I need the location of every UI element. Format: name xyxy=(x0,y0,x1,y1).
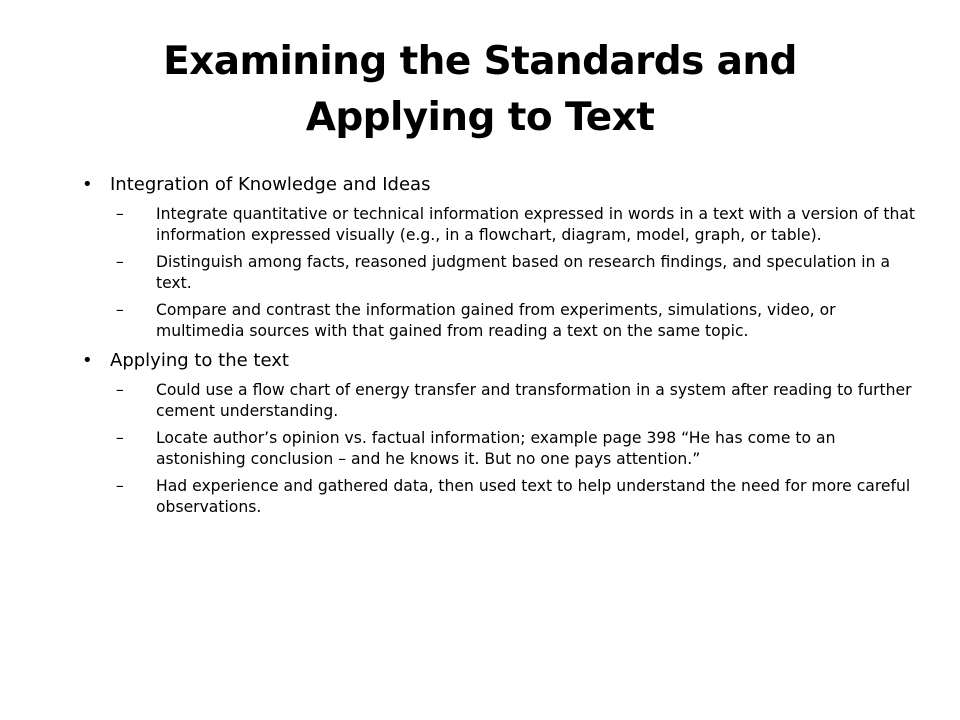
sub-bullet xyxy=(116,428,916,469)
sub-bullet-text: Had experience and gathered data, then used text to help understand the need for more careful observations. xyxy=(156,477,911,516)
bullet-dot-icon: • xyxy=(82,350,93,371)
sub-bullet xyxy=(116,204,916,245)
sub-bullet xyxy=(116,300,916,341)
sub-bullet-text: Compare and contrast the information gained from experiments, simulations, video, or multimedia sources with that gained from reading a text on the same topic. xyxy=(156,301,836,340)
section-2-sublist xyxy=(82,380,912,517)
dash-icon: – xyxy=(116,301,124,319)
slide-title xyxy=(60,34,900,146)
section-1-sublist xyxy=(82,204,916,341)
sub-bullet xyxy=(116,252,916,293)
sub-bullet-text: Distinguish among facts, reasoned judgment based on research findings, and speculation in a text. xyxy=(156,253,891,292)
title-line-2: Applying to Text xyxy=(305,95,655,140)
sub-bullet-text: Could use a flow chart of energy transfer and transformation in a system after reading to further cement understanding. xyxy=(156,381,912,420)
slide-body xyxy=(82,172,916,524)
dash-icon: – xyxy=(116,381,124,399)
section-1-label: Integration of Knowledge and Ideas xyxy=(110,174,431,195)
sub-bullet xyxy=(116,380,916,421)
title-line-1: Examining the Standards and xyxy=(163,39,797,84)
bullet-dot-icon: • xyxy=(82,174,93,195)
bullet-section-2 xyxy=(82,348,912,374)
sub-bullet xyxy=(116,476,916,517)
dash-icon: – xyxy=(116,477,124,495)
sub-bullet-text: Locate author’s opinion vs. factual information; example page 398 “He has come to an astonishing conclusion – and he knows it. But no one pays attention.” xyxy=(156,429,836,468)
dash-icon: – xyxy=(116,429,124,447)
bullet-section-1 xyxy=(82,172,912,198)
section-2-label: Applying to the text xyxy=(110,350,289,371)
dash-icon: – xyxy=(116,253,124,271)
sub-bullet-text: Integrate quantitative or technical information expressed in words in a text with a version of that information expressed visually (e.g., in a flowchart, diagram, model, graph, or table). xyxy=(156,205,916,244)
dash-icon: – xyxy=(116,205,124,223)
